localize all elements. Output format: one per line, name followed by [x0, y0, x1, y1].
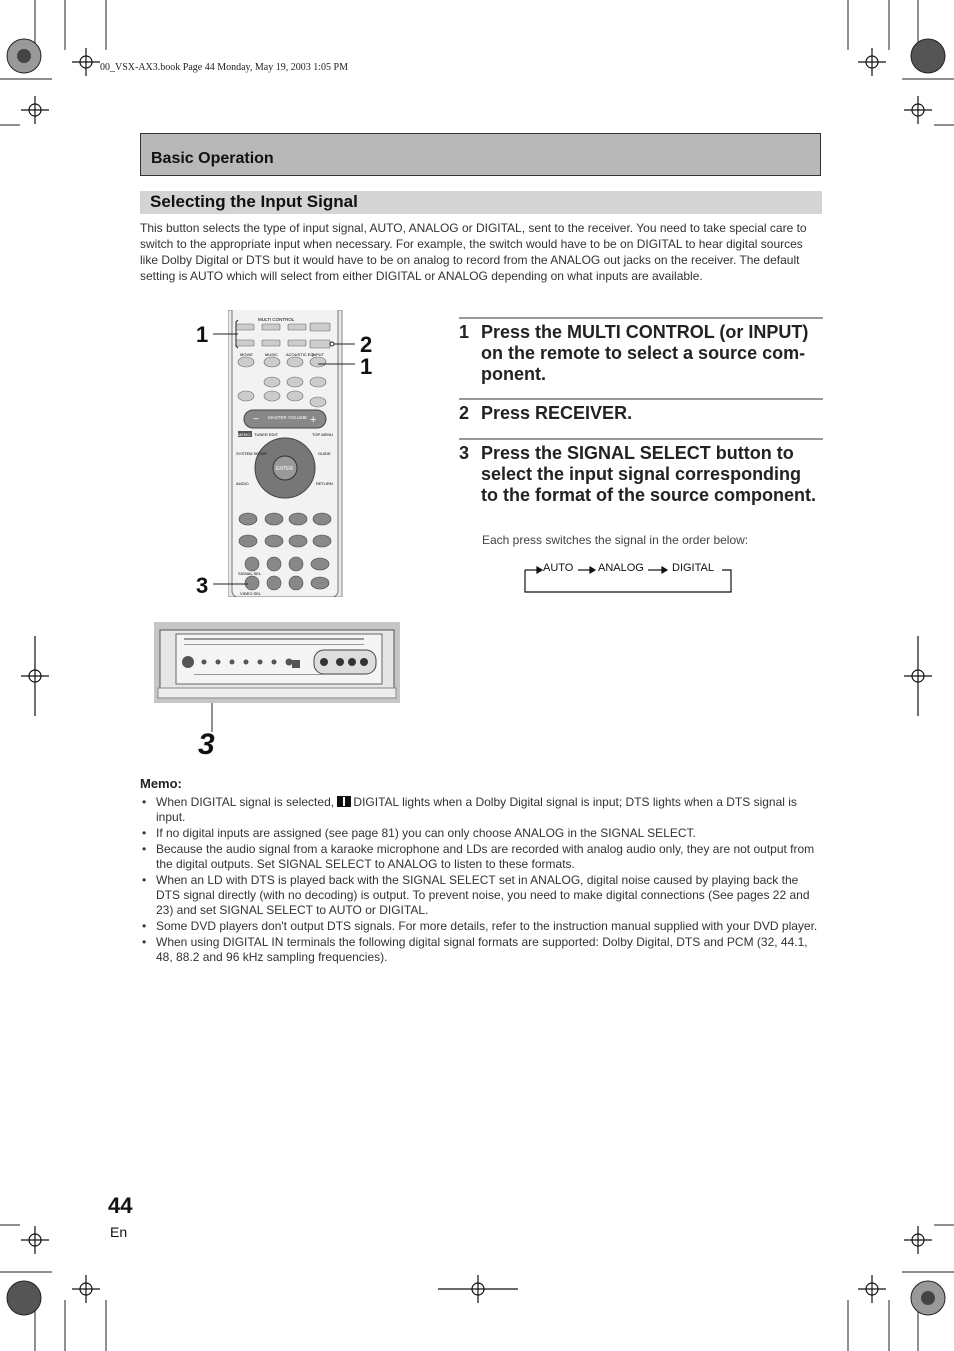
remote-acoustic-label: ACOUSTIC EQ [286, 352, 314, 357]
remote-top-menu-label: TOP MENU [312, 432, 333, 437]
step-3-number: 3 [459, 443, 470, 463]
callout-1-remote: 1 [196, 322, 209, 347]
remote-guide-label: GUIDE [318, 451, 331, 456]
signal-analog: ANALOG [598, 562, 644, 574]
callout-2: 2 [360, 332, 373, 357]
step-3-text: Press the SIGNAL SELECT button to select the input signal corresponding to the format of the source component. [481, 443, 817, 505]
memo-list [140, 795, 822, 966]
step-1-number: 1 [459, 322, 470, 342]
memo-item: • Some DVD players don't output DTS signals. For more details, refer to the instruction manual supplied with your DVD player. [140, 919, 822, 934]
chapter-title: Basic Operation [151, 150, 274, 167]
step-2-number: 2 [459, 403, 470, 423]
signal-digital: DIGITAL [672, 562, 714, 574]
memo-title: Memo: [140, 776, 182, 791]
callout-1-input: 1 [360, 354, 373, 379]
dolby-digital-icon [337, 796, 351, 807]
remote-enter-label: ENTER [276, 466, 293, 472]
step-2-text: Press RECEIVER. [481, 403, 633, 423]
step-3 [459, 438, 823, 530]
remote-tuner-edit-label: TUNER EDIT [254, 432, 278, 437]
step-2 [459, 398, 823, 438]
remote-system-setup-label: SYSTEM SETUP [236, 451, 267, 456]
page-number: 44 [108, 1193, 133, 1218]
remote-movie-label: MOVIE [240, 352, 253, 357]
callout-3-remote: 3 [196, 573, 209, 598]
memo-item: • Because the audio signal from a karaoke microphone and LDs are recorded with analog audio only, they are not output from the digital outputs. Set SIGNAL SELECT to ANALOG to listen to these formats. [140, 842, 822, 872]
signal-auto: AUTO [543, 562, 574, 574]
page-language: En [110, 1224, 128, 1240]
svg-text:−: − [253, 414, 259, 425]
receiver-front-panel-illustration [154, 622, 400, 703]
remote-return-label: RETURN [316, 481, 333, 486]
svg-text:+: + [310, 414, 317, 426]
remote-master-volume-label: MASTER VOLUME [268, 415, 308, 420]
step-3-note: Each press switches the signal in the order below: [482, 533, 749, 547]
memo-item: • When DIGITAL signal is selected, DIGITAL lights when a Dolby Digital signal is input; DTS lights when a DTS signal is input. [140, 795, 822, 825]
signal-cycle-diagram [524, 561, 732, 593]
remote-memo-label: MEMO [238, 432, 251, 437]
intro-paragraph: This button selects the type of input signal, AUTO, ANALOG or DIGITAL, sent to the receiver. You need to take special care to switch to the appropriate input when necessary. For example, the switch would have to be on DIGITAL to hear digital sources like Dolby Digital or DTS but it would have to be on analog to record from the ANALOG out jacks on the receiver. The default setting is AUTO which will select from either DIGITAL or ANALOG depending on what inputs are available. [140, 221, 807, 283]
memo-item: • When using DIGITAL IN terminals the following digital signal formats are supported: Dolby Digital, DTS and PCM (32, 44.1, 48, 88.2 and 96 kHz sampling frequencies). [140, 935, 822, 965]
step-1-text: Press the MULTI CONTROL (or INPUT) on the remote to select a source com-ponent. [481, 322, 809, 384]
memo-item: • When an LD with DTS is played back with the SIGNAL SELECT set in ANALOG, digital noise caused by playing back the DTS signal directly (with no decoding) is output. To prevent noise, you need to make digital connections (See pages 22 and 23) and set SIGNAL SELECT to AUTO or DIGITAL. [140, 873, 822, 918]
callout-3-panel: 3 [198, 728, 215, 761]
file-info-header: 00_VSX-AX3.book Page 44 Monday, May 19, 2003 1:05 PM [100, 62, 348, 73]
remote-music-label: MUSIC [265, 352, 278, 357]
remote-input-label: INPUT [312, 352, 324, 357]
remote-video-sel-label: VIDEO SEL [240, 591, 262, 596]
memo-item: • If no digital inputs are assigned (see page 81) you can only choose ANALOG in the SIGNAL SELECT. [140, 826, 822, 841]
section-title: Selecting the Input Signal [150, 192, 358, 211]
step-1 [459, 317, 823, 399]
multi-control-label: MULTI CONTROL [258, 317, 295, 322]
remote-audio-label: AUDIO [236, 481, 249, 486]
remote-signal-sel-label: SIGNAL SEL [238, 571, 262, 576]
